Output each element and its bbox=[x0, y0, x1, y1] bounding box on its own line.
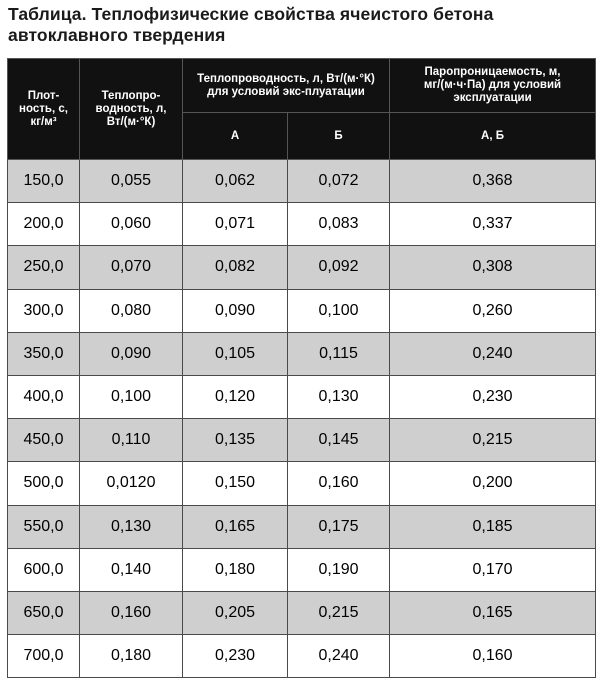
properties-table-container bbox=[7, 58, 595, 679]
cell-permeability: 0,200 bbox=[390, 462, 596, 505]
cell-conductivity-b: 0,100 bbox=[288, 289, 390, 332]
cell-conductivity-a: 0,082 bbox=[183, 246, 288, 289]
cell-conductivity-b: 0,240 bbox=[288, 635, 390, 678]
cell-conductivity-a: 0,090 bbox=[183, 289, 288, 332]
table-row bbox=[8, 246, 596, 289]
cell-heat-capacity: 0,070 bbox=[80, 246, 183, 289]
table-row bbox=[8, 419, 596, 462]
cell-density: 400,0 bbox=[8, 375, 80, 418]
table-row bbox=[8, 375, 596, 418]
cell-heat-capacity: 0,090 bbox=[80, 332, 183, 375]
cell-heat-capacity: 0,140 bbox=[80, 548, 183, 591]
cell-heat-capacity: 0,100 bbox=[80, 375, 183, 418]
cell-heat-capacity: 0,080 bbox=[80, 289, 183, 332]
cell-permeability: 0,337 bbox=[390, 203, 596, 246]
cell-conductivity-b: 0,083 bbox=[288, 203, 390, 246]
cell-conductivity-a: 0,180 bbox=[183, 548, 288, 591]
cell-permeability: 0,215 bbox=[390, 419, 596, 462]
cell-density: 600,0 bbox=[8, 548, 80, 591]
header-conductivity: Теплопроводность, л, Вт/(м·°К) для условий экс-плуатации bbox=[183, 59, 390, 113]
cell-density: 300,0 bbox=[8, 289, 80, 332]
table-row bbox=[8, 160, 596, 203]
table-row bbox=[8, 332, 596, 375]
title-line-1: Таблица. Теплофизические свойства ячеистого бетона bbox=[8, 4, 494, 24]
header-heat-capacity: Теплопро-водность, л, Вт/(м·°К) bbox=[80, 59, 183, 160]
cell-conductivity-b: 0,130 bbox=[288, 375, 390, 418]
cell-permeability: 0,170 bbox=[390, 548, 596, 591]
properties-table bbox=[7, 58, 596, 678]
table-row bbox=[8, 591, 596, 634]
cell-density: 200,0 bbox=[8, 203, 80, 246]
cell-conductivity-a: 0,120 bbox=[183, 375, 288, 418]
cell-density: 700,0 bbox=[8, 635, 80, 678]
table-row bbox=[8, 505, 596, 548]
table-row bbox=[8, 635, 596, 678]
table-body bbox=[8, 160, 596, 678]
header-sub-ab: А, Б bbox=[390, 113, 596, 160]
cell-permeability: 0,160 bbox=[390, 635, 596, 678]
cell-density: 150,0 bbox=[8, 160, 80, 203]
table-row bbox=[8, 203, 596, 246]
cell-density: 500,0 bbox=[8, 462, 80, 505]
header-sub-a: А bbox=[183, 113, 288, 160]
cell-permeability: 0,368 bbox=[390, 160, 596, 203]
cell-heat-capacity: 0,130 bbox=[80, 505, 183, 548]
cell-permeability: 0,165 bbox=[390, 591, 596, 634]
cell-density: 550,0 bbox=[8, 505, 80, 548]
cell-heat-capacity: 0,180 bbox=[80, 635, 183, 678]
cell-density: 350,0 bbox=[8, 332, 80, 375]
cell-conductivity-b: 0,215 bbox=[288, 591, 390, 634]
cell-conductivity-b: 0,175 bbox=[288, 505, 390, 548]
cell-conductivity-b: 0,115 bbox=[288, 332, 390, 375]
cell-conductivity-a: 0,105 bbox=[183, 332, 288, 375]
cell-density: 250,0 bbox=[8, 246, 80, 289]
cell-heat-capacity: 0,0120 bbox=[80, 462, 183, 505]
cell-heat-capacity: 0,060 bbox=[80, 203, 183, 246]
table-title bbox=[8, 4, 596, 46]
cell-conductivity-a: 0,135 bbox=[183, 419, 288, 462]
cell-conductivity-b: 0,092 bbox=[288, 246, 390, 289]
table-header bbox=[8, 59, 596, 160]
cell-conductivity-a: 0,150 bbox=[183, 462, 288, 505]
cell-heat-capacity: 0,055 bbox=[80, 160, 183, 203]
cell-heat-capacity: 0,110 bbox=[80, 419, 183, 462]
cell-heat-capacity: 0,160 bbox=[80, 591, 183, 634]
cell-permeability: 0,230 bbox=[390, 375, 596, 418]
cell-permeability: 0,185 bbox=[390, 505, 596, 548]
cell-permeability: 0,308 bbox=[390, 246, 596, 289]
table-row bbox=[8, 548, 596, 591]
cell-conductivity-b: 0,145 bbox=[288, 419, 390, 462]
cell-density: 650,0 bbox=[8, 591, 80, 634]
cell-conductivity-b: 0,072 bbox=[288, 160, 390, 203]
cell-conductivity-b: 0,190 bbox=[288, 548, 390, 591]
cell-permeability: 0,260 bbox=[390, 289, 596, 332]
cell-conductivity-b: 0,160 bbox=[288, 462, 390, 505]
cell-conductivity-a: 0,071 bbox=[183, 203, 288, 246]
table-row bbox=[8, 462, 596, 505]
cell-conductivity-a: 0,230 bbox=[183, 635, 288, 678]
cell-density: 450,0 bbox=[8, 419, 80, 462]
cell-conductivity-a: 0,205 bbox=[183, 591, 288, 634]
cell-conductivity-a: 0,165 bbox=[183, 505, 288, 548]
table-row bbox=[8, 289, 596, 332]
header-density: Плот-ность, с, кг/м³ bbox=[8, 59, 80, 160]
title-line-2: автоклавного твердения bbox=[8, 25, 226, 45]
cell-permeability: 0,240 bbox=[390, 332, 596, 375]
header-permeability: Паропроницаемость, м, мг/(м·ч·Па) для условий эксплуатации bbox=[390, 59, 596, 113]
cell-conductivity-a: 0,062 bbox=[183, 160, 288, 203]
header-sub-b: Б bbox=[288, 113, 390, 160]
